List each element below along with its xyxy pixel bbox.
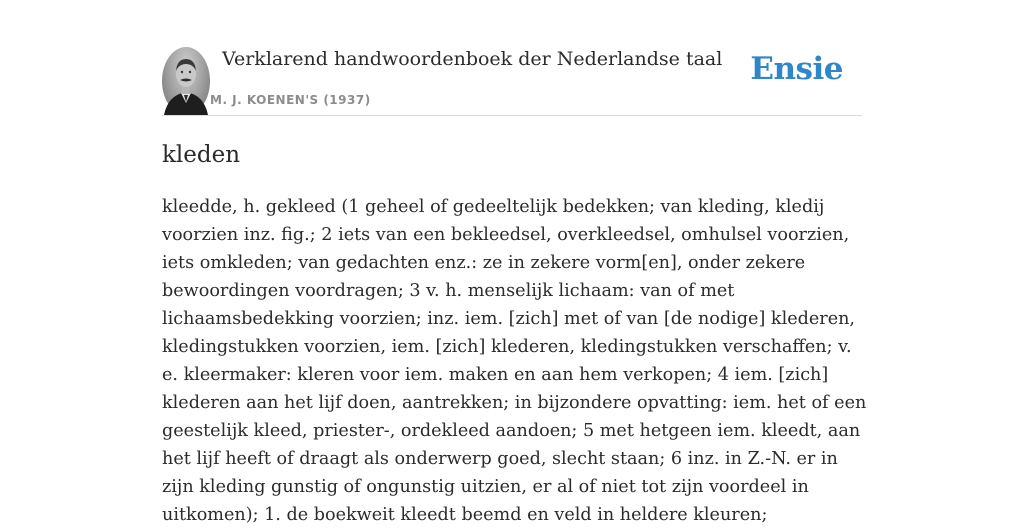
author-label: M. J. KOENEN'S (1937) [210, 93, 371, 107]
dictionary-header [162, 46, 862, 116]
entry-headword: kleden [162, 142, 241, 168]
entry-definition: kleedde, h. gekleed (1 geheel of gedeeltelijk bedekken; van kleding, kledij voorzien inz. fig.; 2 iets van een bekleedsel, overkleedsel, omhulsel voorzien, iets omkleden; van gedachten enz.: ze in zekere vorm[en], onder zekere bewoordingen voordragen; 3 v. h. menselijk lichaam: van of met lichaamsbedekking voorzien; inz. iem. [zich] met of van [de nodige] klederen, kledingstukken voorzien, iem. [zich] klederen, kledingstukken verschaffen; v. e. kleermaker: kleren voor iem. maken en aan hem verkopen; 4 iem. [zich] klederen aan het lijf doen, aantrekken; in bijzondere opvatting: iem. het of een geestelijk kleed, priester-, ordekleed aandoen; 5 met hetgeen iem. kleedt, aan het lijf heeft of draagt als onderwerp goed, slecht staan; 6 inz. in Z.-N. er in zijn kleding gunstig of ongunstig uitzien, er al of niet tot zijn voordeel in uitkomen); 1. de boekweit kleedt beemd en veld in heldere kleuren; [162, 197, 867, 525]
book-title: Verklarend handwoordenboek der Nederlandse taal [222, 48, 723, 70]
author-portrait-icon [162, 47, 210, 115]
ensie-logo-link[interactable]: Ensie [750, 51, 843, 87]
